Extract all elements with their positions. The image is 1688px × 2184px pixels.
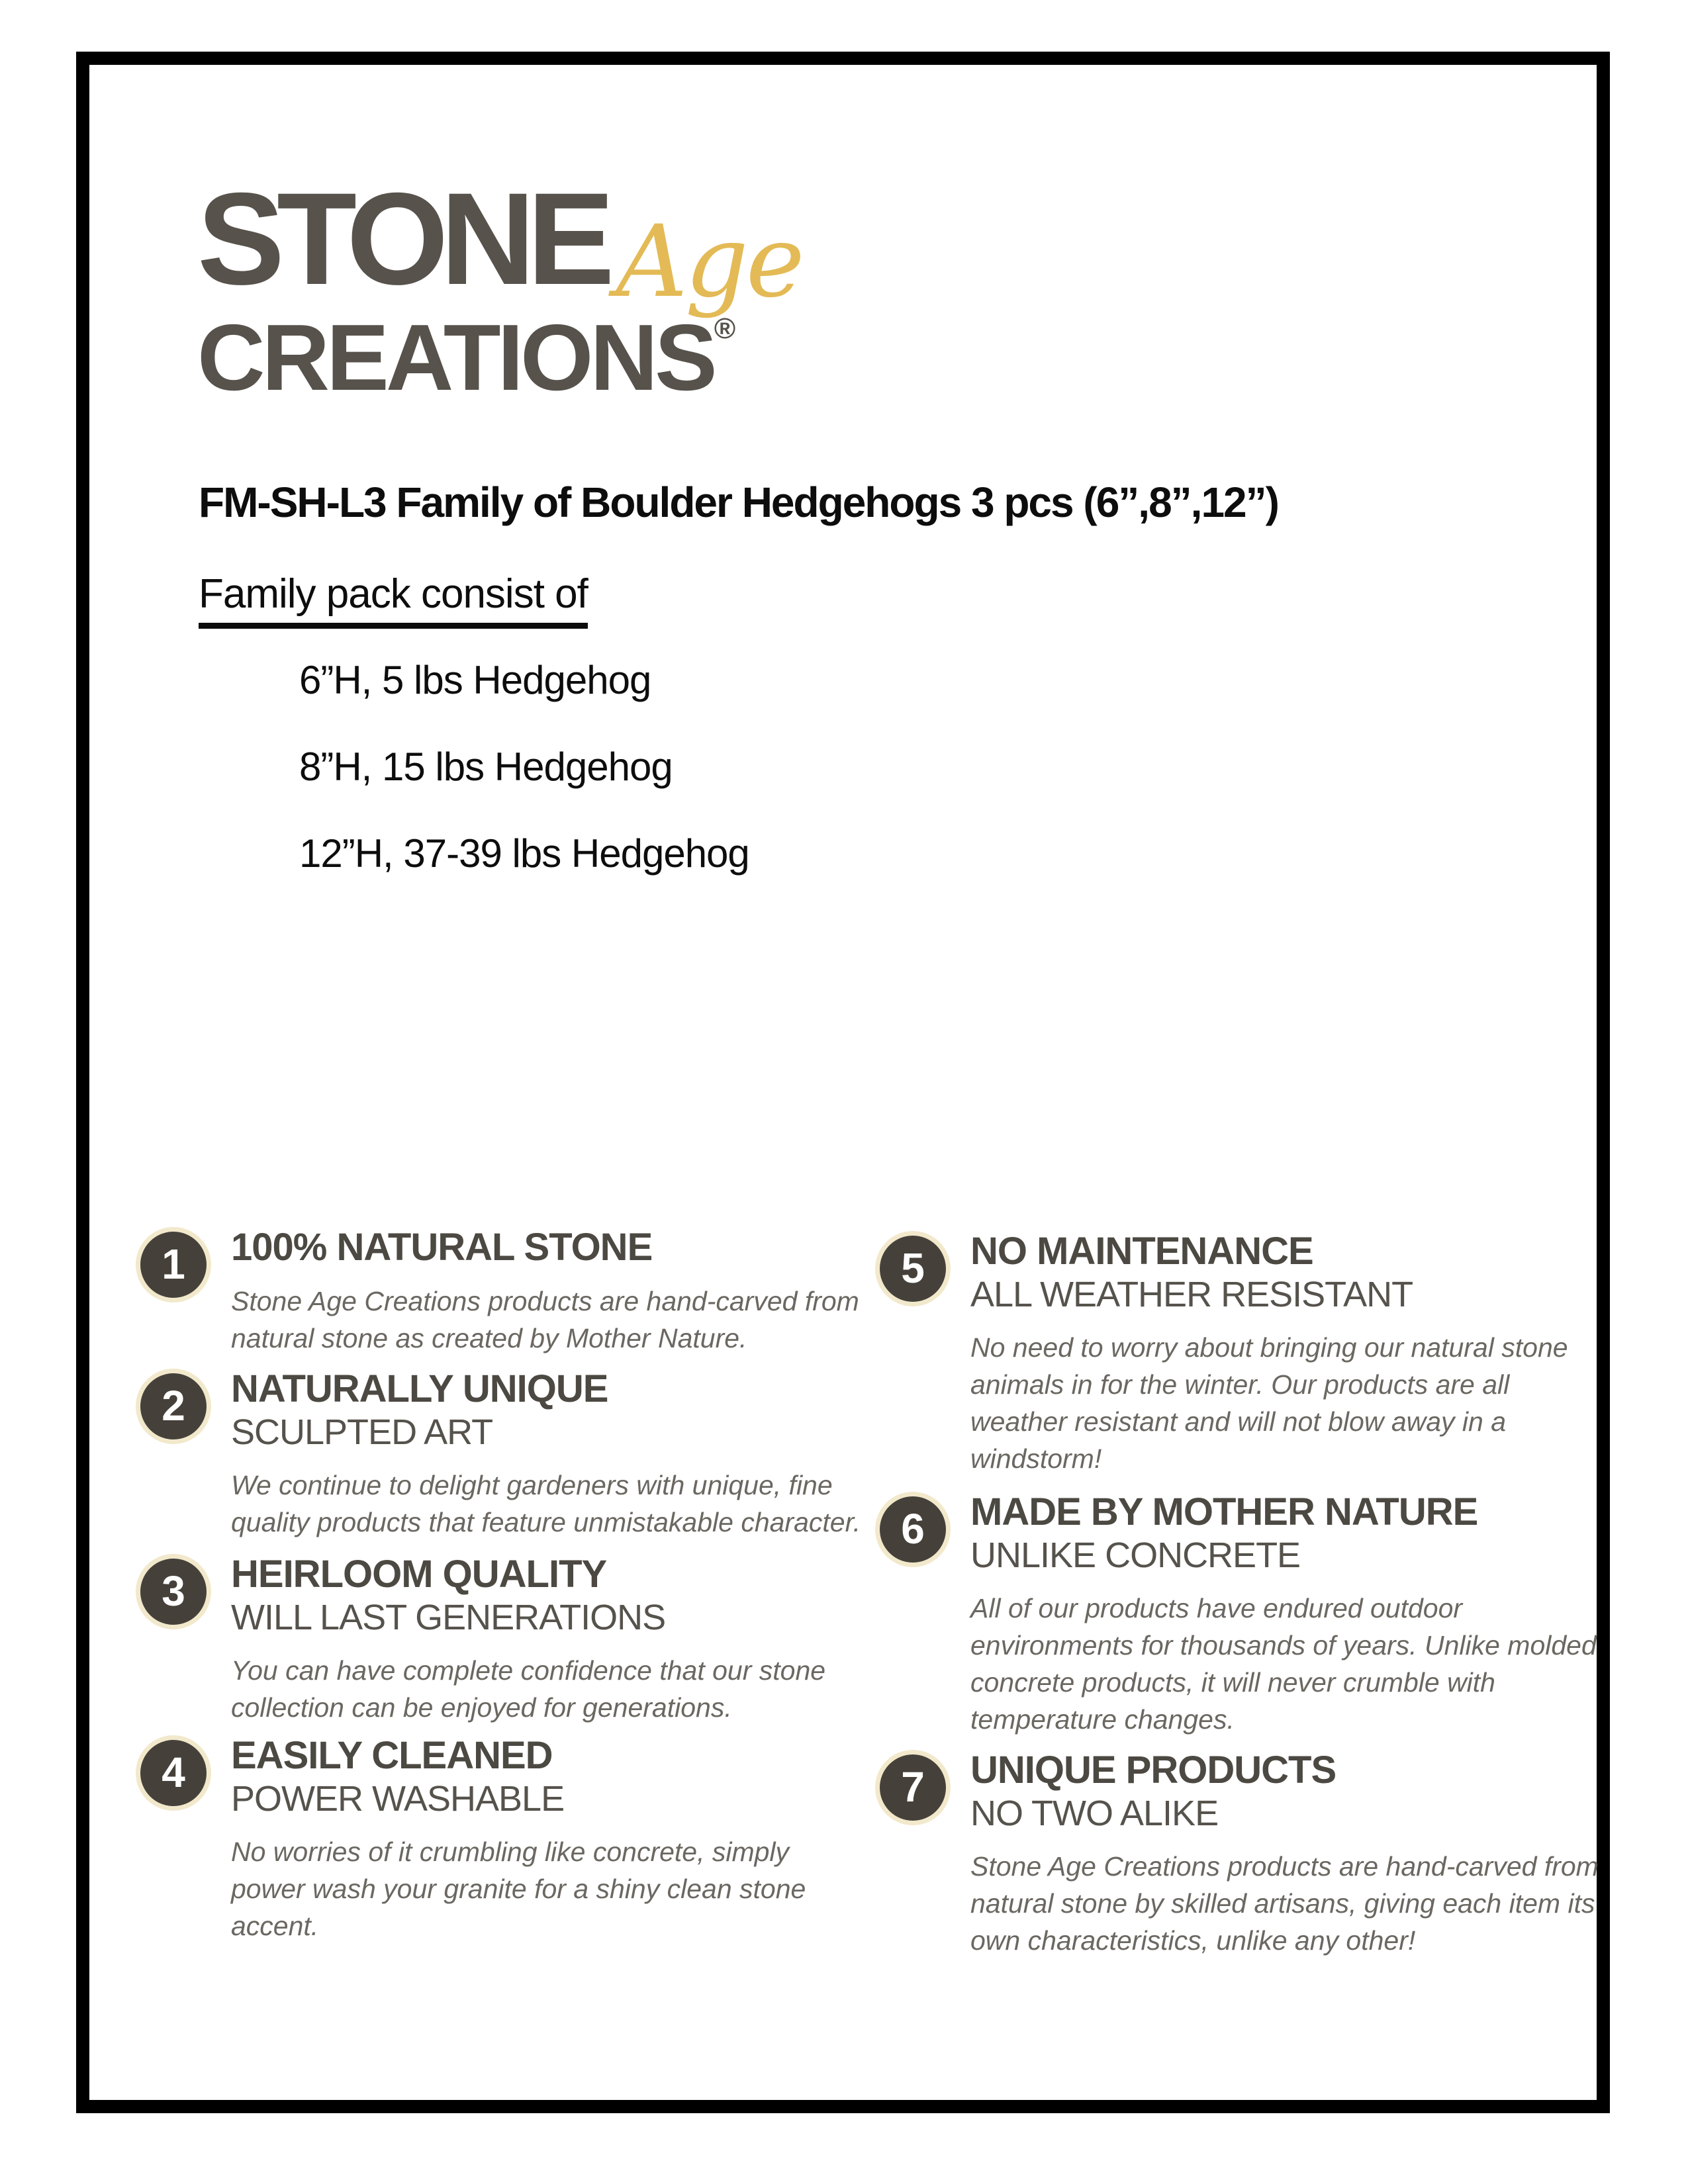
feature-body: Stone Age Creations products are hand-carved from natural stone as created by Mother Nature. xyxy=(231,1286,859,1353)
feature-number: 5 xyxy=(901,1244,925,1292)
feature-subtitle: WILL LAST GENERATIONS xyxy=(231,1598,666,1637)
feature-subtitle: SCULPTED ART xyxy=(231,1412,493,1452)
feature-text xyxy=(970,1490,1607,1738)
feature-natural-stone xyxy=(136,1226,867,1357)
registered-trademark-symbol: ® xyxy=(714,312,736,345)
feature-text xyxy=(970,1230,1607,1477)
feature-number: 2 xyxy=(162,1382,185,1430)
logo-age-script-text: Age xyxy=(616,205,802,320)
feature-text xyxy=(231,1553,867,1726)
pack-heading-text: Family pack consist of xyxy=(199,570,588,629)
feature-title: 100% NATURAL STONE xyxy=(231,1226,653,1269)
feature-number: 6 xyxy=(901,1505,925,1553)
logo-line-1 xyxy=(197,165,802,320)
feature-title: UNIQUE PRODUCTS xyxy=(970,1749,1336,1792)
feature-body: No worries of it crumbling like concrete, simply power wash your granite for a shiny clean stone accent. xyxy=(231,1837,806,1941)
number-badge-icon xyxy=(136,1735,211,1811)
feature-body: We continue to delight gardeners with unique, fine quality products that feature unmistakable character. xyxy=(231,1470,861,1537)
logo-stone-text: STONE xyxy=(197,165,607,312)
feature-number: 4 xyxy=(162,1749,185,1796)
feature-number: 3 xyxy=(162,1567,185,1615)
features-column-right xyxy=(875,1230,1607,1959)
product-title: FM-SH-L3 Family of Boulder Hedgehogs 3 pcs (6”,8”,12”) xyxy=(199,478,1278,526)
number-badge-icon xyxy=(136,1227,211,1302)
feature-body: You can have complete confidence that our stone collection can be enjoyed for generations. xyxy=(231,1655,826,1723)
list-item: 8”H, 15 lbs Hedgehog xyxy=(299,745,673,789)
feature-subtitle: NO TWO ALIKE xyxy=(970,1794,1219,1833)
feature-unique-products xyxy=(875,1749,1607,1959)
list-item: 12”H, 37-39 lbs Hedgehog xyxy=(299,831,749,876)
number-badge-icon xyxy=(136,1554,211,1629)
feature-text xyxy=(231,1226,867,1357)
feature-title: MADE BY MOTHER NATURE xyxy=(970,1490,1478,1533)
logo-line-2 xyxy=(197,305,802,410)
number-badge-icon xyxy=(875,1750,951,1825)
number-badge-icon xyxy=(136,1369,211,1444)
pack-list xyxy=(299,637,749,897)
number-badge-icon xyxy=(875,1492,951,1567)
feature-body: All of our products have endured outdoor environments for thousands of years. Unlike molded concrete products, it will never crumble with temperature changes. xyxy=(970,1593,1597,1735)
logo-creations-text: CREATIONS xyxy=(197,305,714,410)
feature-subtitle: POWER WASHABLE xyxy=(231,1779,565,1819)
feature-no-maintenance xyxy=(875,1230,1607,1477)
feature-text xyxy=(970,1749,1607,1959)
feature-subtitle: UNLIKE CONCRETE xyxy=(970,1535,1301,1575)
feature-naturally-unique xyxy=(136,1367,867,1541)
feature-number: 1 xyxy=(162,1240,185,1288)
feature-title: NATURALLY UNIQUE xyxy=(231,1367,608,1410)
brand-logo xyxy=(197,165,802,410)
feature-title: EASILY CLEANED xyxy=(231,1734,553,1777)
feature-text xyxy=(231,1367,867,1541)
feature-subtitle: ALL WEATHER RESISTANT xyxy=(970,1275,1413,1314)
list-item: 6”H, 5 lbs Hedgehog xyxy=(299,658,651,702)
feature-easily-cleaned xyxy=(136,1734,867,1944)
feature-number: 7 xyxy=(901,1763,925,1811)
feature-made-by-mother-nature xyxy=(875,1490,1607,1738)
number-badge-icon xyxy=(875,1231,951,1306)
pack-heading xyxy=(199,570,588,629)
feature-body: Stone Age Creations products are hand-carved from natural stone by skilled artisans, giving each item its own characteristics, unlike any other! xyxy=(970,1851,1599,1956)
feature-heirloom-quality xyxy=(136,1553,867,1726)
feature-text xyxy=(231,1734,867,1944)
feature-title: NO MAINTENANCE xyxy=(970,1230,1313,1273)
feature-body: No need to worry about bringing our natural stone animals in for the winter. Our products are all weather resistant and will not blow away in a windstorm! xyxy=(970,1332,1568,1474)
feature-title: HEIRLOOM QUALITY xyxy=(231,1553,607,1596)
features-column-left xyxy=(136,1226,867,1944)
